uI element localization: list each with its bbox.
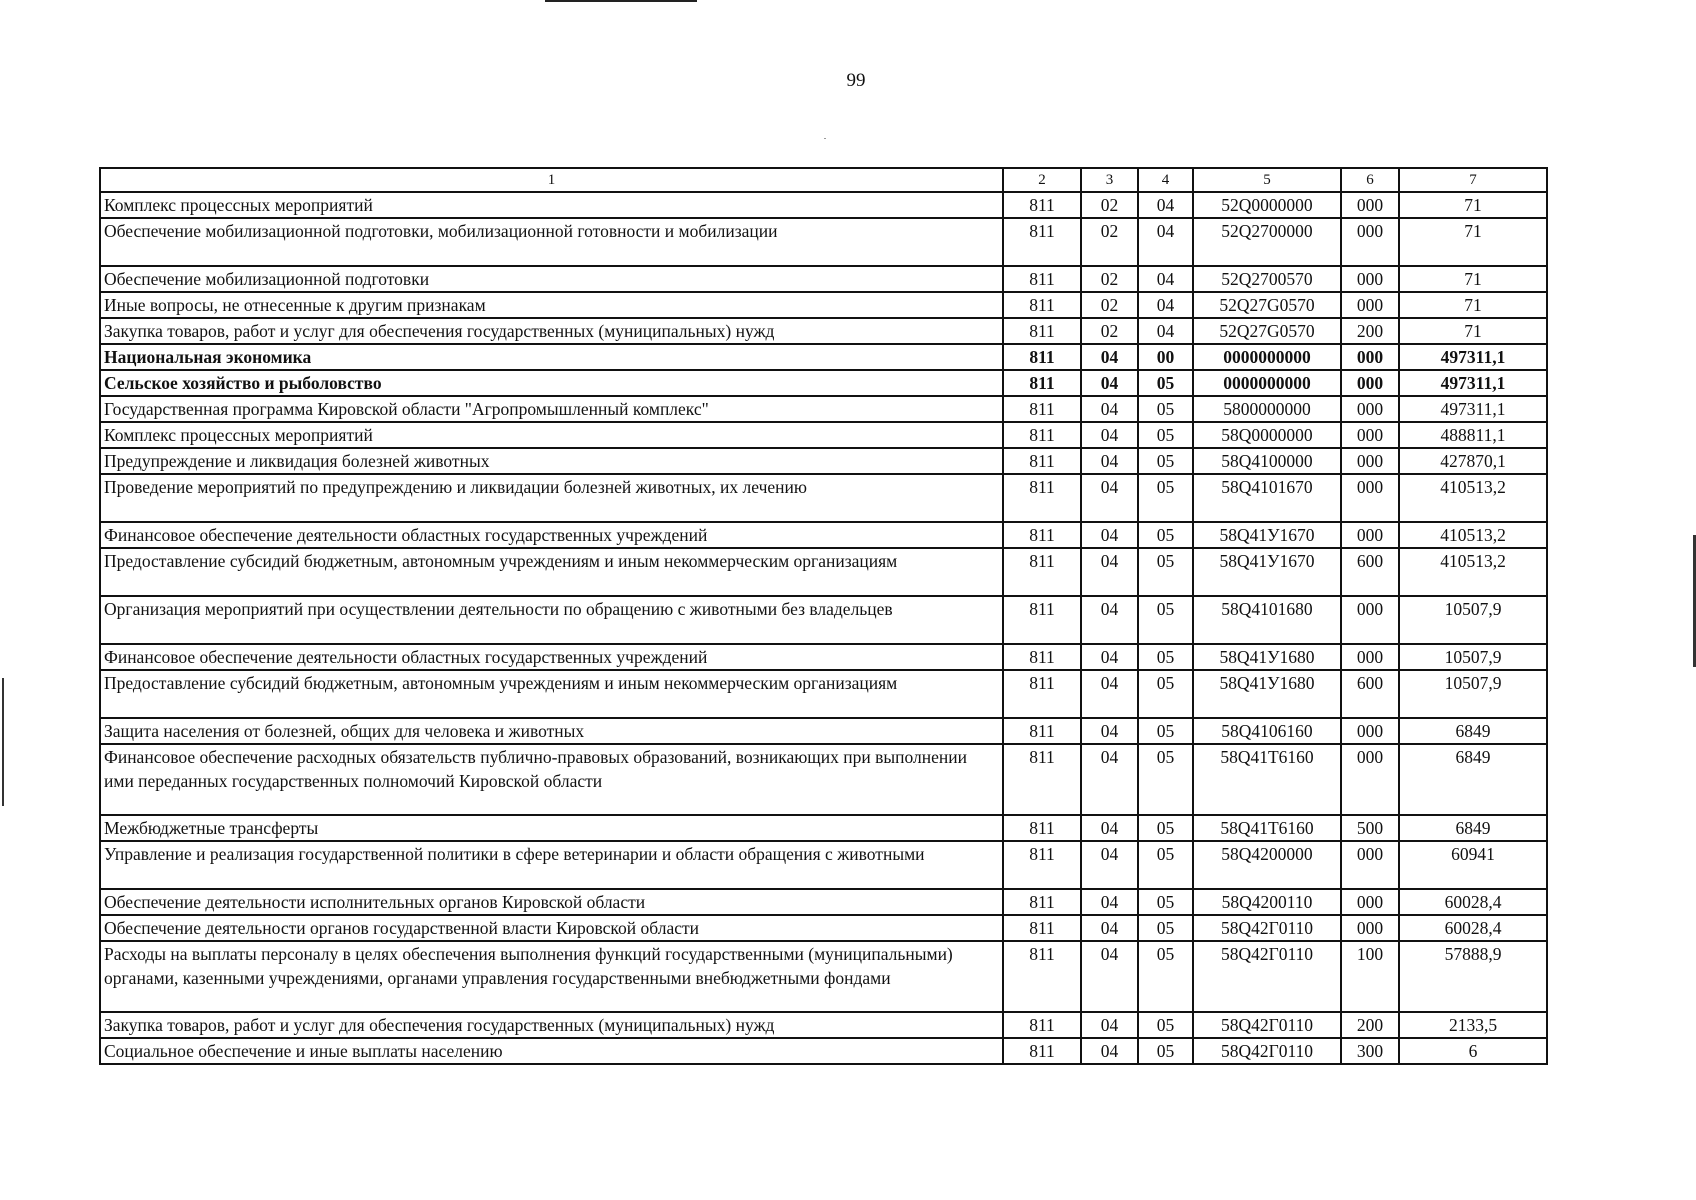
table-row — [100, 344, 1547, 370]
row-code-cell-c3: 04 — [1081, 596, 1138, 644]
row-name-cell: Государственная программа Кировской области "Агропромышленный комплекс" — [100, 396, 1003, 422]
row-code-cell-c6: 000 — [1341, 344, 1399, 370]
table-row — [100, 422, 1547, 448]
row-code-cell-c4: 05 — [1138, 744, 1193, 815]
row-code-cell-c2: 811 — [1003, 596, 1081, 644]
row-code-cell-c5: 58Q42Г0110 — [1193, 915, 1341, 941]
row-code-cell-c7: 10507,9 — [1399, 670, 1547, 718]
row-code-cell-c7: 2133,5 — [1399, 1012, 1547, 1038]
row-code-cell-c2: 811 — [1003, 370, 1081, 396]
row-code-cell-c3: 04 — [1081, 744, 1138, 815]
row-code-cell-c5: 58Q4101680 — [1193, 596, 1341, 644]
row-code-cell-c6: 100 — [1341, 941, 1399, 1012]
header-cell: 6 — [1341, 168, 1399, 192]
row-code-cell-c3: 04 — [1081, 344, 1138, 370]
top-rule — [545, 0, 697, 2]
table-row — [100, 192, 1547, 218]
table-row — [100, 548, 1547, 596]
header-cell: 1 — [100, 168, 1003, 192]
row-name-cell: Финансовое обеспечение расходных обязательств публично-правовых образований, возникающих при выполнении ими переданных государственных полномочий Кировской области — [100, 744, 1003, 815]
table-row — [100, 318, 1547, 344]
row-code-cell-c6: 500 — [1341, 815, 1399, 841]
table-row — [100, 718, 1547, 744]
row-code-cell-c6: 000 — [1341, 744, 1399, 815]
row-code-cell-c6: 000 — [1341, 522, 1399, 548]
row-name-cell: Финансовое обеспечение деятельности областных государственных учреждений — [100, 522, 1003, 548]
row-code-cell-c3: 02 — [1081, 318, 1138, 344]
row-name-cell: Межбюджетные трансферты — [100, 815, 1003, 841]
header-cell: 5 — [1193, 168, 1341, 192]
row-code-cell-c3: 04 — [1081, 644, 1138, 670]
table-row — [100, 292, 1547, 318]
row-code-cell-c7: 488811,1 — [1399, 422, 1547, 448]
row-code-cell-c6: 000 — [1341, 596, 1399, 644]
row-code-cell-c7: 6849 — [1399, 718, 1547, 744]
row-name-cell: Комплекс процессных мероприятий — [100, 192, 1003, 218]
row-name-cell: Предупреждение и ликвидация болезней животных — [100, 448, 1003, 474]
row-code-cell-c6: 000 — [1341, 422, 1399, 448]
row-name-cell: Иные вопросы, не отнесенные к другим признакам — [100, 292, 1003, 318]
row-code-cell-c5: 52Q27G0570 — [1193, 318, 1341, 344]
row-code-cell-c2: 811 — [1003, 1012, 1081, 1038]
row-code-cell-c4: 04 — [1138, 292, 1193, 318]
row-code-cell-c5: 52Q2700570 — [1193, 266, 1341, 292]
row-code-cell-c4: 05 — [1138, 370, 1193, 396]
row-code-cell-c7: 410513,2 — [1399, 548, 1547, 596]
row-code-cell-c3: 04 — [1081, 448, 1138, 474]
row-code-cell-c6: 000 — [1341, 292, 1399, 318]
row-code-cell-c4: 04 — [1138, 218, 1193, 266]
row-code-cell-c2: 811 — [1003, 192, 1081, 218]
row-code-cell-c5: 52Q2700000 — [1193, 218, 1341, 266]
row-code-cell-c4: 05 — [1138, 474, 1193, 522]
table-row — [100, 841, 1547, 889]
table-row — [100, 448, 1547, 474]
row-name-cell: Национальная экономика — [100, 344, 1003, 370]
row-code-cell-c5: 58Q42Г0110 — [1193, 1012, 1341, 1038]
row-code-cell-c7: 497311,1 — [1399, 344, 1547, 370]
row-code-cell-c3: 02 — [1081, 192, 1138, 218]
row-code-cell-c4: 05 — [1138, 941, 1193, 1012]
row-code-cell-c2: 811 — [1003, 448, 1081, 474]
row-code-cell-c5: 52Q0000000 — [1193, 192, 1341, 218]
row-code-cell-c6: 000 — [1341, 396, 1399, 422]
row-code-cell-c5: 5800000000 — [1193, 396, 1341, 422]
row-code-cell-c2: 811 — [1003, 889, 1081, 915]
row-name-cell: Закупка товаров, работ и услуг для обеспечения государственных (муниципальных) нужд — [100, 318, 1003, 344]
row-code-cell-c5: 0000000000 — [1193, 344, 1341, 370]
table-row — [100, 815, 1547, 841]
row-name-cell: Обеспечение деятельности исполнительных органов Кировской области — [100, 889, 1003, 915]
row-code-cell-c7: 6849 — [1399, 815, 1547, 841]
table-row — [100, 522, 1547, 548]
row-code-cell-c4: 05 — [1138, 915, 1193, 941]
row-code-cell-c5: 58Q41Т6160 — [1193, 744, 1341, 815]
row-code-cell-c3: 04 — [1081, 841, 1138, 889]
row-code-cell-c2: 811 — [1003, 670, 1081, 718]
row-code-cell-c2: 811 — [1003, 815, 1081, 841]
row-code-cell-c6: 000 — [1341, 266, 1399, 292]
row-code-cell-c2: 811 — [1003, 915, 1081, 941]
row-code-cell-c3: 02 — [1081, 266, 1138, 292]
row-name-cell: Обеспечение деятельности органов государственной власти Кировской области — [100, 915, 1003, 941]
row-code-cell-c5: 58Q42Г0110 — [1193, 1038, 1341, 1064]
row-code-cell-c2: 811 — [1003, 266, 1081, 292]
header-cell: 7 — [1399, 168, 1547, 192]
row-code-cell-c2: 811 — [1003, 292, 1081, 318]
row-code-cell-c3: 04 — [1081, 1038, 1138, 1064]
row-code-cell-c5: 58Q42Г0110 — [1193, 941, 1341, 1012]
row-code-cell-c4: 05 — [1138, 644, 1193, 670]
table-row — [100, 370, 1547, 396]
table-row — [100, 266, 1547, 292]
row-code-cell-c5: 58Q41Т6160 — [1193, 815, 1341, 841]
row-code-cell-c5: 58Q4200000 — [1193, 841, 1341, 889]
row-code-cell-c3: 02 — [1081, 218, 1138, 266]
row-name-cell: Проведение мероприятий по предупреждению и ликвидации болезней животных, их лечению — [100, 474, 1003, 522]
row-code-cell-c3: 04 — [1081, 548, 1138, 596]
row-code-cell-c2: 811 — [1003, 941, 1081, 1012]
row-code-cell-c4: 05 — [1138, 596, 1193, 644]
row-code-cell-c2: 811 — [1003, 1038, 1081, 1064]
table-row — [100, 744, 1547, 815]
row-code-cell-c2: 811 — [1003, 422, 1081, 448]
row-code-cell-c3: 04 — [1081, 815, 1138, 841]
row-code-cell-c6: 600 — [1341, 548, 1399, 596]
row-code-cell-c5: 58Q41У1680 — [1193, 644, 1341, 670]
table-body — [100, 192, 1547, 1064]
row-code-cell-c5: 58Q4100000 — [1193, 448, 1341, 474]
row-code-cell-c5: 58Q4200110 — [1193, 889, 1341, 915]
row-code-cell-c3: 04 — [1081, 1012, 1138, 1038]
row-code-cell-c7: 497311,1 — [1399, 396, 1547, 422]
row-code-cell-c4: 05 — [1138, 670, 1193, 718]
row-name-cell: Закупка товаров, работ и услуг для обеспечения государственных (муниципальных) нужд — [100, 1012, 1003, 1038]
row-code-cell-c2: 811 — [1003, 522, 1081, 548]
header-cell: 3 — [1081, 168, 1138, 192]
row-name-cell: Социальное обеспечение и иные выплаты населению — [100, 1038, 1003, 1064]
scan-margin-bar-left — [2, 678, 4, 806]
row-code-cell-c4: 05 — [1138, 548, 1193, 596]
budget-table — [99, 167, 1548, 1065]
table-row — [100, 218, 1547, 266]
table-row — [100, 670, 1547, 718]
row-code-cell-c4: 05 — [1138, 815, 1193, 841]
row-code-cell-c2: 811 — [1003, 396, 1081, 422]
row-name-cell: Обеспечение мобилизационной подготовки — [100, 266, 1003, 292]
row-code-cell-c7: 71 — [1399, 218, 1547, 266]
row-code-cell-c6: 000 — [1341, 718, 1399, 744]
row-code-cell-c7: 71 — [1399, 192, 1547, 218]
row-code-cell-c2: 811 — [1003, 318, 1081, 344]
row-code-cell-c2: 811 — [1003, 344, 1081, 370]
row-code-cell-c4: 05 — [1138, 522, 1193, 548]
row-code-cell-c7: 427870,1 — [1399, 448, 1547, 474]
row-name-cell: Обеспечение мобилизационной подготовки, мобилизационной готовности и мобилизации — [100, 218, 1003, 266]
table-row — [100, 941, 1547, 1012]
row-name-cell: Управление и реализация государственной политики в сфере ветеринарии и области обращения с животными — [100, 841, 1003, 889]
row-name-cell: Сельское хозяйство и рыболовство — [100, 370, 1003, 396]
row-code-cell-c7: 71 — [1399, 292, 1547, 318]
row-code-cell-c4: 05 — [1138, 422, 1193, 448]
table-row — [100, 1038, 1547, 1064]
row-code-cell-c2: 811 — [1003, 644, 1081, 670]
row-code-cell-c6: 200 — [1341, 1012, 1399, 1038]
page-number: 99 — [846, 70, 866, 91]
row-code-cell-c6: 000 — [1341, 474, 1399, 522]
row-code-cell-c7: 410513,2 — [1399, 474, 1547, 522]
row-code-cell-c7: 60028,4 — [1399, 889, 1547, 915]
row-code-cell-c3: 04 — [1081, 474, 1138, 522]
table-row — [100, 1012, 1547, 1038]
row-code-cell-c3: 04 — [1081, 718, 1138, 744]
row-code-cell-c2: 811 — [1003, 218, 1081, 266]
row-code-cell-c3: 04 — [1081, 370, 1138, 396]
row-code-cell-c6: 000 — [1341, 448, 1399, 474]
table-row — [100, 596, 1547, 644]
row-code-cell-c4: 05 — [1138, 889, 1193, 915]
row-code-cell-c5: 52Q27G0570 — [1193, 292, 1341, 318]
row-code-cell-c4: 00 — [1138, 344, 1193, 370]
row-code-cell-c6: 000 — [1341, 841, 1399, 889]
row-code-cell-c5: 0000000000 — [1193, 370, 1341, 396]
table-row — [100, 889, 1547, 915]
row-code-cell-c6: 000 — [1341, 192, 1399, 218]
row-code-cell-c3: 02 — [1081, 292, 1138, 318]
row-code-cell-c3: 04 — [1081, 522, 1138, 548]
row-name-cell: Расходы на выплаты персоналу в целях обеспечения выполнения функций государственными (муниципальными) органами, казенными учреждениями, органами управления государственными внебюджетными фондами — [100, 941, 1003, 1012]
row-code-cell-c2: 811 — [1003, 841, 1081, 889]
row-code-cell-c7: 6 — [1399, 1038, 1547, 1064]
row-name-cell: Финансовое обеспечение деятельности областных государственных учреждений — [100, 644, 1003, 670]
row-code-cell-c3: 04 — [1081, 422, 1138, 448]
row-name-cell: Защита населения от болезней, общих для человека и животных — [100, 718, 1003, 744]
row-code-cell-c6: 200 — [1341, 318, 1399, 344]
row-code-cell-c2: 811 — [1003, 474, 1081, 522]
row-code-cell-c7: 71 — [1399, 318, 1547, 344]
row-code-cell-c3: 04 — [1081, 670, 1138, 718]
row-code-cell-c4: 05 — [1138, 448, 1193, 474]
row-code-cell-c6: 000 — [1341, 218, 1399, 266]
row-code-cell-c5: 58Q41У1680 — [1193, 670, 1341, 718]
row-code-cell-c7: 71 — [1399, 266, 1547, 292]
row-code-cell-c7: 497311,1 — [1399, 370, 1547, 396]
row-code-cell-c3: 04 — [1081, 915, 1138, 941]
row-code-cell-c4: 05 — [1138, 1038, 1193, 1064]
row-name-cell: Предоставление субсидий бюджетным, автономным учреждениям и иным некоммерческим организациям — [100, 670, 1003, 718]
row-code-cell-c4: 04 — [1138, 318, 1193, 344]
row-code-cell-c7: 410513,2 — [1399, 522, 1547, 548]
table-row — [100, 474, 1547, 522]
table-row — [100, 915, 1547, 941]
row-code-cell-c3: 04 — [1081, 941, 1138, 1012]
row-code-cell-c6: 000 — [1341, 370, 1399, 396]
row-name-cell: Комплекс процессных мероприятий — [100, 422, 1003, 448]
row-code-cell-c6: 300 — [1341, 1038, 1399, 1064]
row-code-cell-c7: 57888,9 — [1399, 941, 1547, 1012]
row-code-cell-c4: 05 — [1138, 396, 1193, 422]
row-code-cell-c5: 58Q41У1670 — [1193, 522, 1341, 548]
row-code-cell-c6: 000 — [1341, 915, 1399, 941]
row-code-cell-c4: 05 — [1138, 1012, 1193, 1038]
row-code-cell-c3: 04 — [1081, 396, 1138, 422]
row-code-cell-c7: 60941 — [1399, 841, 1547, 889]
table-row — [100, 396, 1547, 422]
row-code-cell-c6: 000 — [1341, 889, 1399, 915]
row-code-cell-c5: 58Q4106160 — [1193, 718, 1341, 744]
table-header-row — [100, 168, 1547, 192]
row-code-cell-c4: 05 — [1138, 841, 1193, 889]
header-cell: 2 — [1003, 168, 1081, 192]
row-name-cell: Организация мероприятий при осуществлении деятельности по обращению с животными без владельцев — [100, 596, 1003, 644]
row-code-cell-c4: 04 — [1138, 192, 1193, 218]
row-code-cell-c7: 10507,9 — [1399, 644, 1547, 670]
row-code-cell-c5: 58Q4101670 — [1193, 474, 1341, 522]
header-cell: 4 — [1138, 168, 1193, 192]
scan-speck — [824, 138, 826, 139]
row-code-cell-c2: 811 — [1003, 744, 1081, 815]
row-code-cell-c2: 811 — [1003, 718, 1081, 744]
row-code-cell-c3: 04 — [1081, 889, 1138, 915]
table-row — [100, 644, 1547, 670]
row-code-cell-c7: 10507,9 — [1399, 596, 1547, 644]
row-code-cell-c7: 60028,4 — [1399, 915, 1547, 941]
row-code-cell-c6: 600 — [1341, 670, 1399, 718]
row-code-cell-c4: 04 — [1138, 266, 1193, 292]
row-code-cell-c2: 811 — [1003, 548, 1081, 596]
row-code-cell-c4: 05 — [1138, 718, 1193, 744]
row-code-cell-c6: 000 — [1341, 644, 1399, 670]
row-name-cell: Предоставление субсидий бюджетным, автономным учреждениям и иным некоммерческим организациям — [100, 548, 1003, 596]
row-code-cell-c5: 58Q0000000 — [1193, 422, 1341, 448]
row-code-cell-c5: 58Q41У1670 — [1193, 548, 1341, 596]
row-code-cell-c7: 6849 — [1399, 744, 1547, 815]
